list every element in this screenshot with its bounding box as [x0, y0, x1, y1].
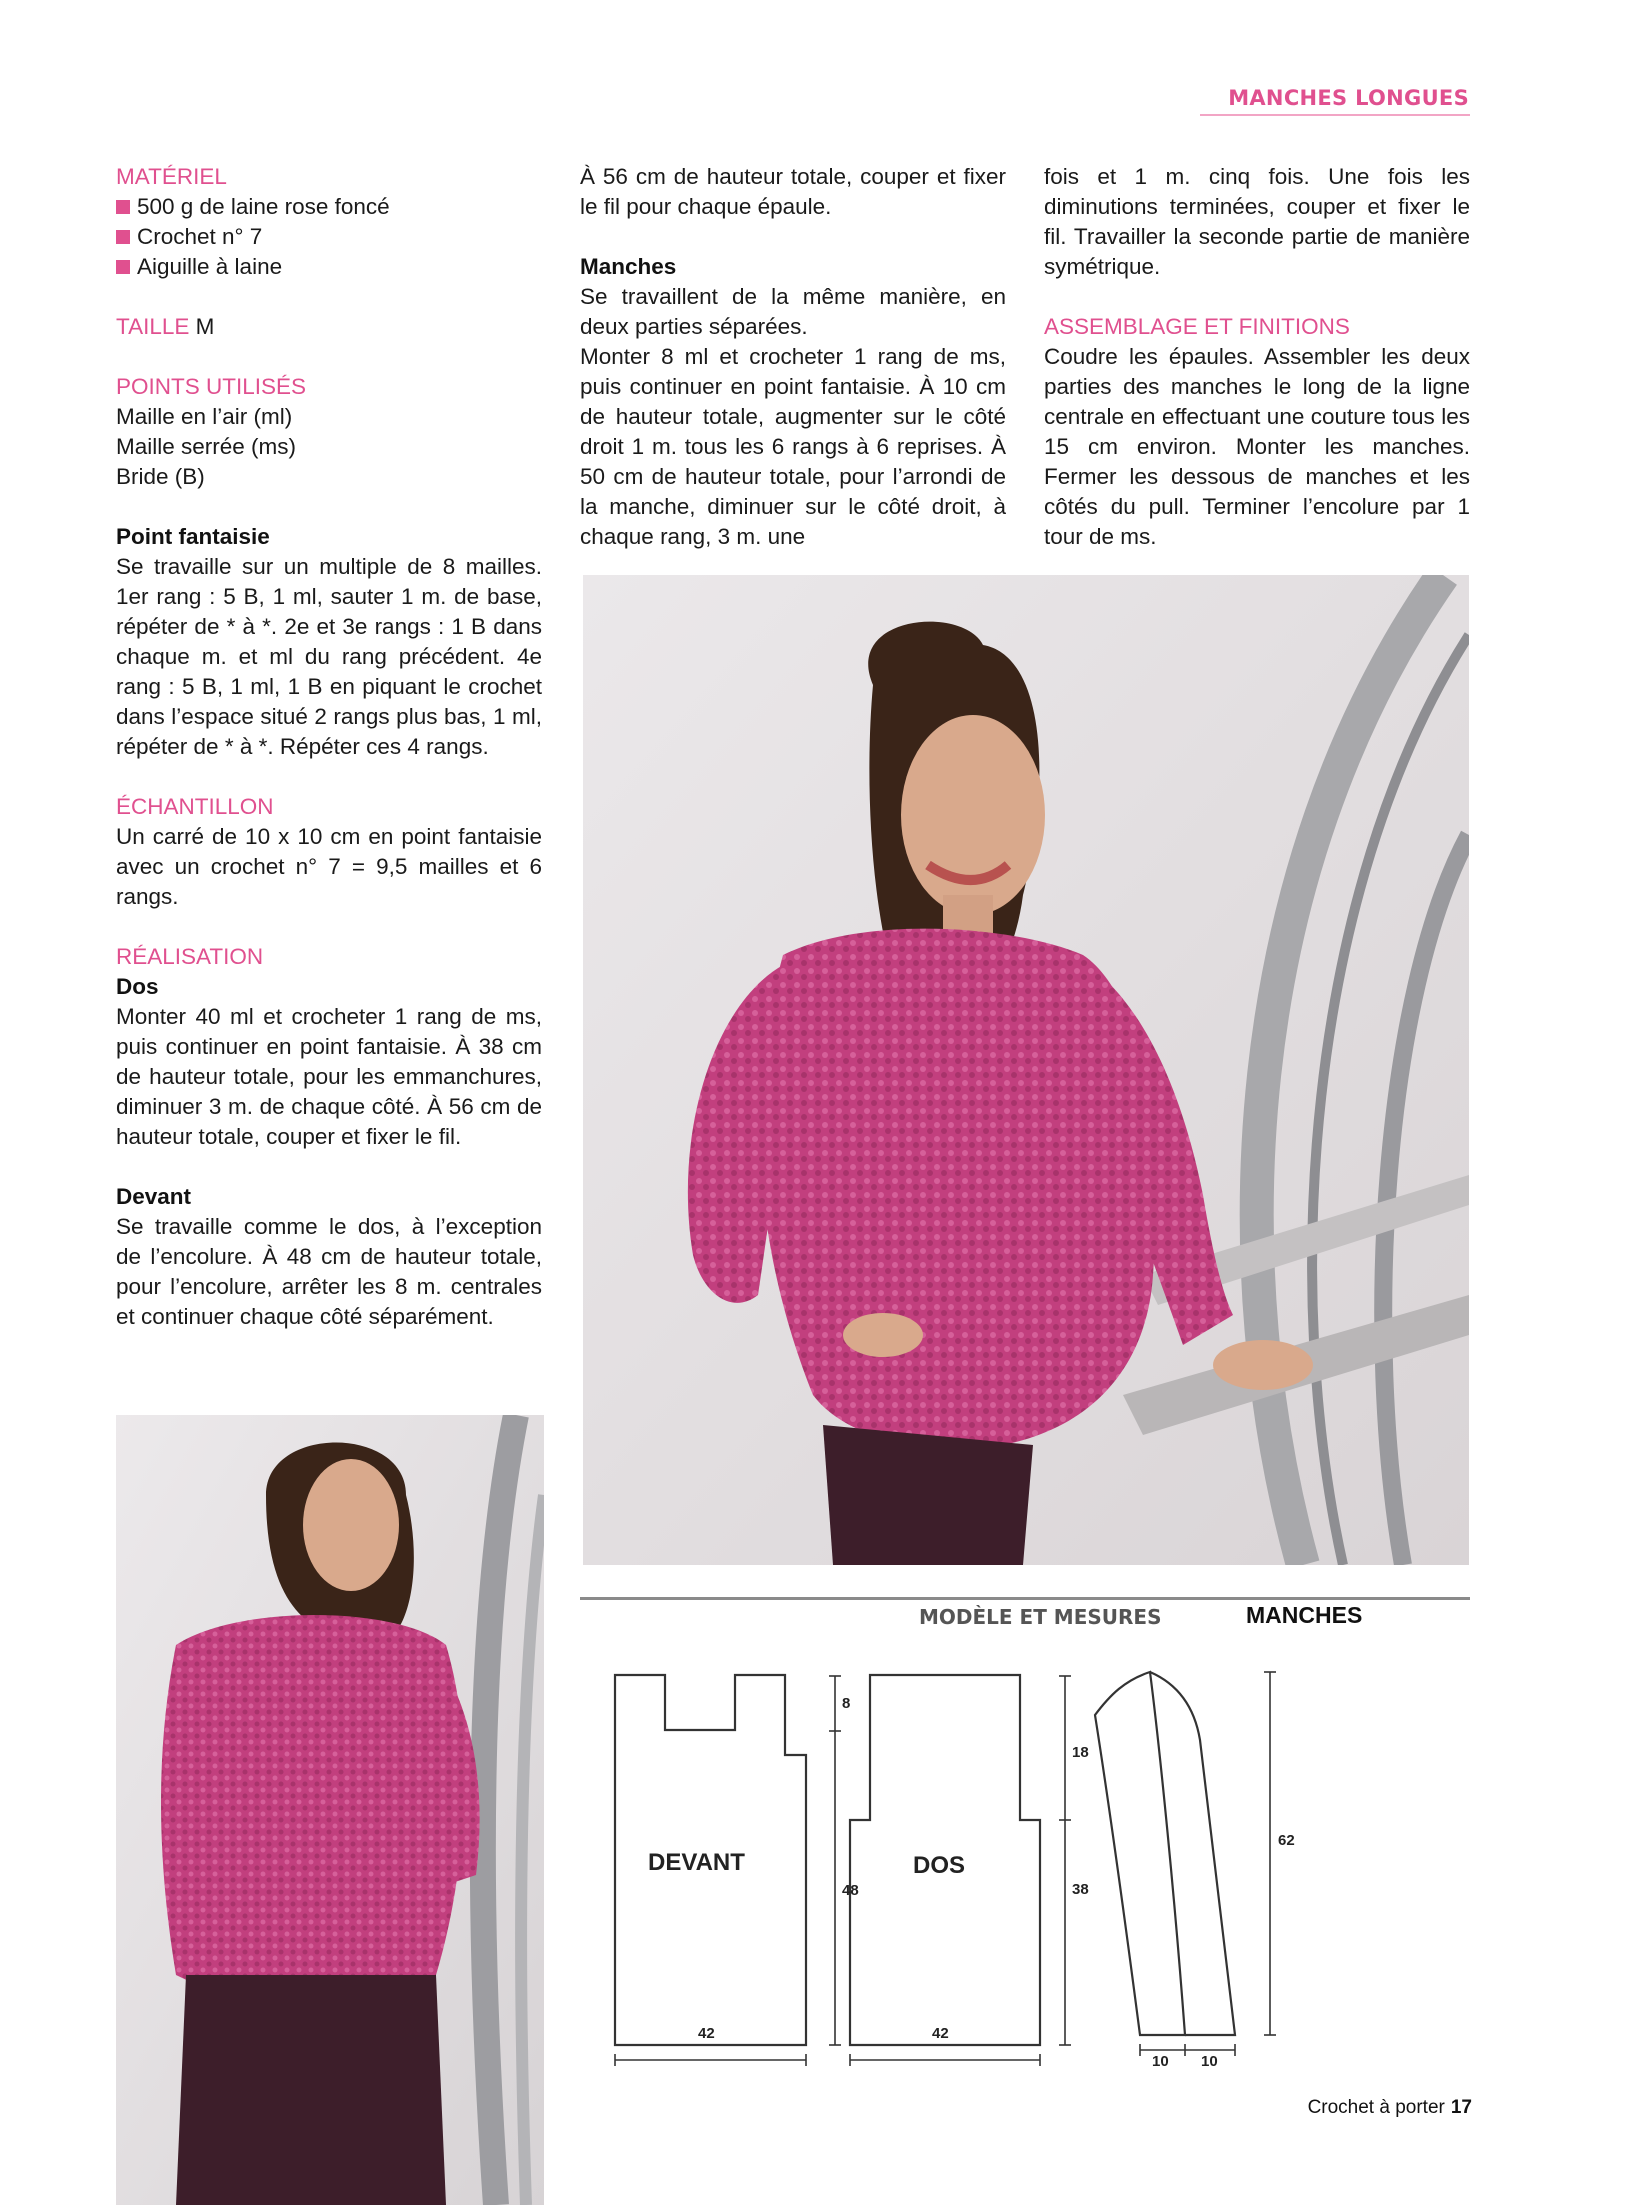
diagram-title: MODÈLE ET MESURES [919, 1605, 1162, 1629]
devant-text-end: À 56 cm de hauteur totale, couper et fixer le fil pour chaque épaule. [580, 164, 1006, 219]
dos-top-dim: 18 [1072, 1744, 1089, 1761]
echantillon-text: Un carré de 10 x 10 cm en point fantaisie avec un crochet n° 7 = 9,5 mailles et 6 rangs. [116, 824, 542, 909]
taille-value: M [195, 314, 215, 339]
manches-diagram-heading: MANCHES [1246, 1602, 1363, 1628]
section-title: MANCHES LONGUES [1228, 86, 1469, 110]
text-column-1 [116, 162, 542, 1332]
assemblage-heading: ASSEMBLAGE ET FINITIONS [1044, 314, 1350, 339]
assemblage-text: Coudre les épaules. Assembler les deux parties des manches le long de la ligne centrale en effectuant une couture tous les 15 cm environ. Monter les manches. Fermer les dessous de manches et les côtés du pull. Terminer l’encolure par 1 tour de ms. [1044, 344, 1470, 549]
devant-neck-dim: 8 [842, 1695, 851, 1712]
realisation-heading: RÉALISATION [116, 944, 264, 969]
points-item: Bride (B) [116, 464, 205, 489]
square-bullet-icon [116, 230, 130, 244]
materiel-item: Aiguille à laine [116, 252, 542, 282]
model-photo-front [583, 575, 1469, 1565]
devant-label: DEVANT [648, 1849, 745, 1876]
points-heading: POINTS UTILISÉS [116, 374, 307, 399]
manches-shape-right [1150, 1672, 1235, 2035]
manches-text-end: fois et 1 m. cinq fois. Une fois les diminutions terminées, couper et fixer le fil. Travailler la seconde partie de manière symétrique. [1044, 164, 1470, 279]
square-bullet-icon [116, 200, 130, 214]
devant-height-dim: 48 [842, 1882, 859, 1899]
diagram-rule [580, 1597, 1470, 1600]
materiel-item: Crochet n° 7 [116, 222, 542, 252]
pattern-diagram [580, 1640, 1470, 2070]
point-fantaisie-text: Se travaille sur un multiple de 8 mailles. 1er rang : 5 B, 1 ml, sauter 1 m. de base, répéter de * à *. 2e et 3e rangs : 1 B dans chaque m. et ml du rang précédent. 4e rang : 5 B, 1 ml, 1 B en piquant le crochet dans l’espace situé 2 rangs plus bas, 1 ml, répéter de * à *. Répéter ces 4 rangs. [116, 554, 542, 759]
taille-heading: TAILLE [116, 314, 190, 339]
echantillon-heading: ÉCHANTILLON [116, 794, 274, 819]
point-fantaisie-heading: Point fantaisie [116, 524, 270, 549]
manche-bottom-left-dim: 10 [1152, 2053, 1169, 2070]
dos-label: DOS [913, 1852, 966, 1879]
dos-heading: Dos [116, 974, 159, 999]
devant-width-dim: 42 [698, 2025, 715, 2042]
taille-line [116, 312, 542, 342]
text-column-3 [1044, 162, 1470, 552]
manches-heading: Manches [580, 254, 677, 279]
manches-shape [1095, 1672, 1185, 2035]
square-bullet-icon [116, 260, 130, 274]
devant-heading: Devant [116, 1184, 192, 1209]
dos-text: Monter 40 ml et crocheter 1 rang de ms, puis continuer en point fantaisie. À 38 cm de hauteur totale, pour les emmanchures, diminuer 3 m. de chaque côté. À 56 cm de hauteur totale, couper et fixer le fil. [116, 1004, 542, 1149]
magazine-name: Crochet à porter [1307, 2097, 1445, 2118]
dos-height-dim: 38 [1072, 1881, 1089, 1898]
dos-width-dim: 42 [932, 2025, 949, 2042]
manches-intro: Se travaillent de la même manière, en deux parties séparées. [580, 284, 1006, 339]
points-item: Maille serrée (ms) [116, 434, 297, 459]
page-footer [1308, 2097, 1472, 2119]
devant-text: Se travaille comme le dos, à l’exception de l’encolure. À 48 cm de hauteur totale, pour l’encolure, arrêter les 8 m. centrales et continuer chaque côté séparément. [116, 1214, 542, 1329]
points-item: Maille en l’air (ml) [116, 404, 293, 429]
page-number: 17 [1450, 2097, 1472, 2118]
model-photo-back [116, 1415, 544, 2205]
manches-text: Monter 8 ml et crocheter 1 rang de ms, puis continuer en point fantaisie. À 10 cm de hauteur totale, augmenter sur le côté droit 1 m. tous les 6 rangs à 6 reprises. À 50 cm de hauteur totale, pour l’arrondi de la manche, diminuer sur le côté droit, à chaque rang, 3 m. une [580, 344, 1006, 549]
header-rule [1200, 114, 1470, 116]
text-column-2 [580, 162, 1006, 552]
manche-bottom-right-dim: 10 [1201, 2053, 1218, 2070]
manche-height-dim: 62 [1278, 1832, 1295, 1849]
materiel-item: 500 g de laine rose foncé [116, 192, 542, 222]
materiel-heading: MATÉRIEL [116, 164, 227, 189]
